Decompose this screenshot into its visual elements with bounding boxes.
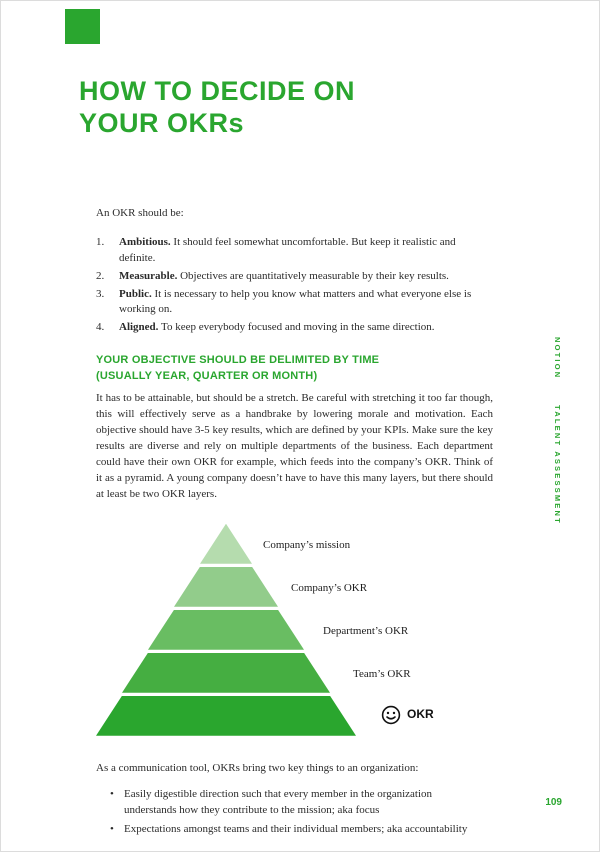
bullet-text: Expectations amongst teams and their individual members; aka accountability — [124, 822, 468, 835]
okr-pyramid-diagram — [96, 524, 516, 739]
list-item-text — [119, 287, 493, 319]
pyramid-label-individual-okr — [381, 705, 434, 725]
bullet-item — [110, 822, 478, 838]
page-title-line-1: HOW TO DECIDE ON — [79, 76, 356, 106]
list-item-desc: It should feel somewhat uncomfortable. But keep it realistic and definite. — [119, 235, 456, 264]
bullet-item — [110, 787, 478, 819]
smiley-icon — [381, 705, 401, 725]
list-item — [96, 235, 493, 267]
pyramid-label-department-okr: Department’s OKR — [323, 624, 409, 637]
list-item — [96, 269, 493, 285]
list-item-desc: To keep everybody focused and moving in the same direction. — [161, 321, 435, 334]
list-item-text — [119, 320, 493, 336]
communication-intro: As a communication tool, OKRs bring two key things to an organization: — [96, 761, 419, 774]
bullet-glyph: • — [110, 822, 114, 835]
list-item-term: Aligned. — [119, 321, 159, 334]
section-heading-line-1: YOUR OBJECTIVE SHOULD BE DELIMITED BY TIME — [96, 354, 380, 367]
list-item-number: 1. — [96, 235, 105, 248]
list-item-term: Ambitious. — [119, 235, 171, 248]
list-item-number: 3. — [96, 287, 105, 300]
page-content — [96, 206, 493, 838]
sidebar-vertical-label-talent-assessment: TALENT ASSESSMENT — [553, 405, 562, 525]
list-item — [96, 320, 493, 336]
section-heading-line-2: (USUALLY YEAR, QUARTER OR MONTH) — [96, 369, 318, 382]
bullet-text: Easily digestible direction such that every member in the organization understands how they contribute to the mission; aka focus — [124, 787, 433, 816]
pyramid-level-individual-okr — [96, 696, 356, 736]
pyramid-okr-label: OKR — [407, 706, 434, 721]
list-item — [96, 287, 493, 319]
page-title-line-2: YOUR OKRs — [79, 108, 245, 139]
communication-bullet-list — [110, 787, 478, 838]
list-item-term: Measurable. — [119, 269, 178, 282]
pyramid-label-mission: Company’s mission — [263, 538, 351, 551]
page-title — [79, 75, 599, 140]
page-number: 109 — [545, 797, 562, 808]
list-item-number: 4. — [96, 321, 105, 334]
bullet-glyph: • — [110, 787, 114, 800]
list-item-term: Public. — [119, 287, 152, 300]
list-item-text — [119, 269, 493, 285]
list-item-text — [119, 235, 493, 267]
intro-text: An OKR should be: — [96, 206, 184, 219]
body-paragraph: It has to be attainable, but should be a stretch. Be careful with stretching it too far though, this will effectively serve as a handbrake by lowering morale and motivation. Each objective should have 3-5 key results, which are defined by your KPIs. Make sure the key results are diverse and rely on multiple departments of the business. Each department could have their own OKR for example, which feeds into the company’s OKR. Think of it as a pyramid. A young company doesn’t have to have this many layers, but there should at least be two OKR layers. — [96, 392, 493, 500]
list-item-desc: It is necessary to help you know what matters and what everyone else is working on. — [119, 287, 472, 316]
list-item-number: 2. — [96, 269, 105, 282]
pyramid-label-team-okr: Team’s OKR — [353, 667, 411, 680]
pyramid-level-mission — [200, 524, 252, 564]
section-heading — [96, 353, 493, 384]
pyramid-level-team-okr — [122, 653, 330, 693]
brand-corner-square — [65, 9, 100, 44]
list-item-desc: Objectives are quantitatively measurable by their key results. — [180, 269, 449, 282]
pyramid-level-company-okr — [174, 567, 278, 607]
okr-attributes-list — [96, 235, 493, 337]
pyramid-label-company-okr: Company’s OKR — [291, 581, 368, 594]
sidebar-vertical-label-notion: NOTION — [553, 337, 562, 380]
pyramid-level-department-okr — [148, 610, 304, 650]
